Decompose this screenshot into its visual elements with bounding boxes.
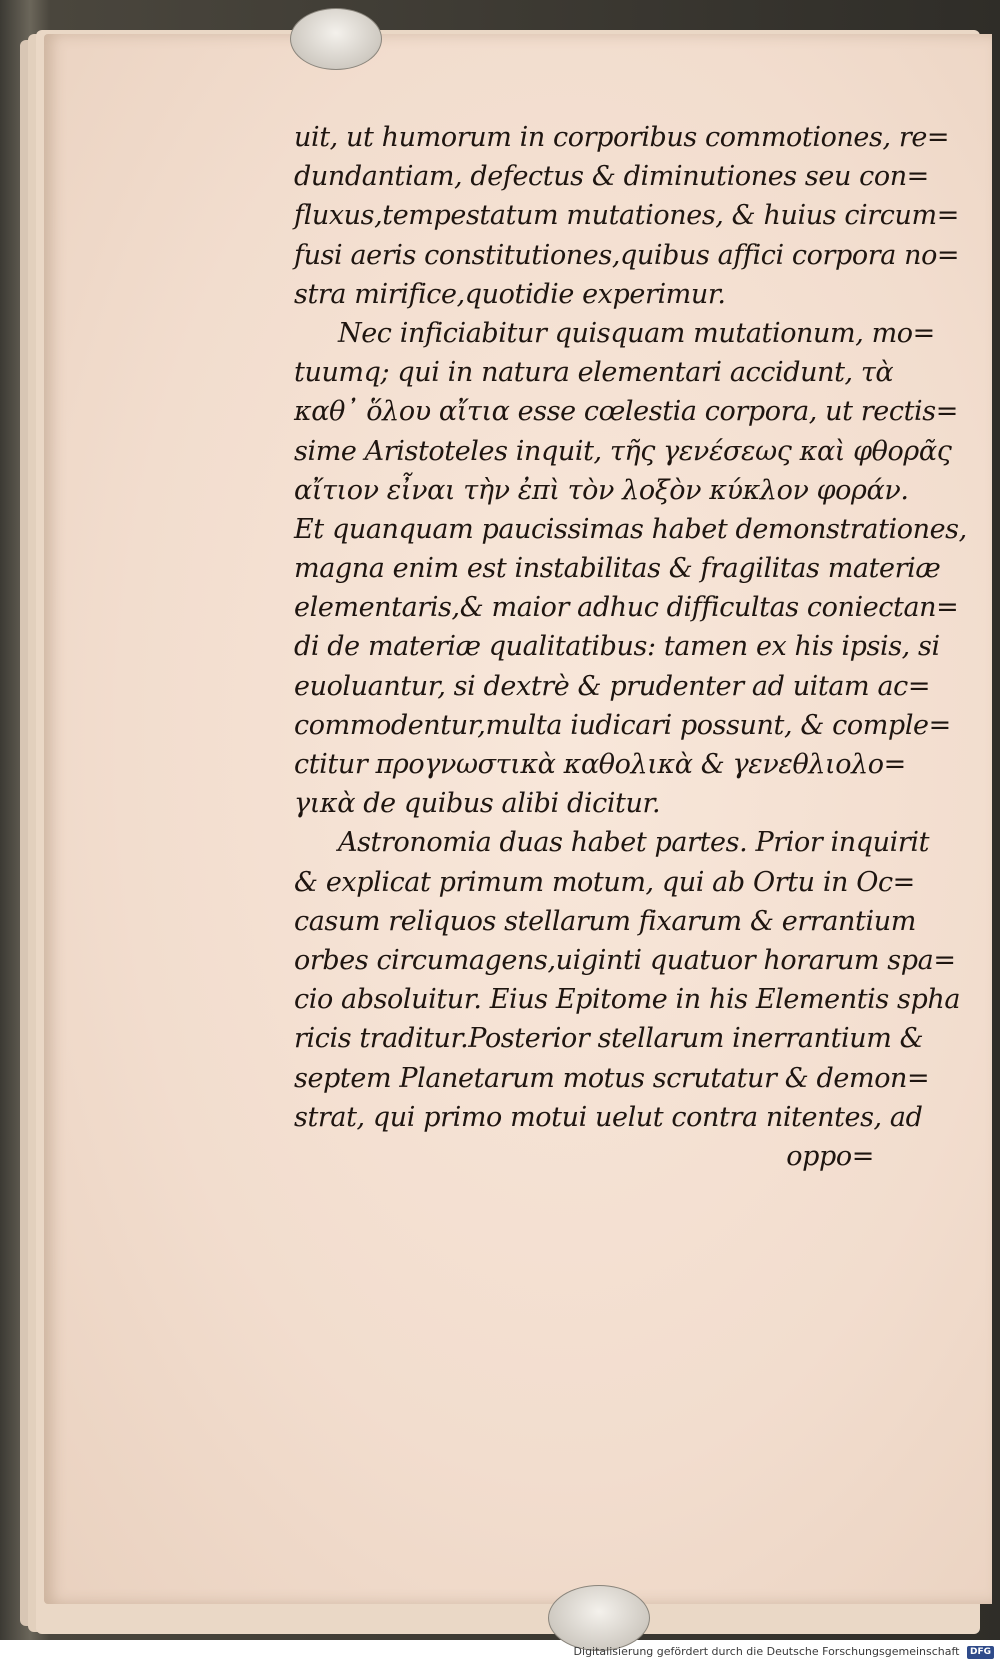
text-line-paragraph-start: Nec inficiabitur quisquam mutationum, mo= xyxy=(338,317,935,349)
text-line: orbes circumagens,uiginti quatuor horarum spa= xyxy=(294,944,956,976)
text-line: euoluantur, si dextrè & prudenter ad uitam ac= xyxy=(294,670,931,702)
page-text xyxy=(294,118,967,1176)
text-line: uit, ut humorum in corporibus commotiones, re= xyxy=(294,122,950,153)
digitization-footer xyxy=(0,1642,994,1662)
text-line: stra mirifice,quotidie experimur. xyxy=(294,278,726,310)
footer-credit: Digitalisierung gefördert durch die Deutsche Forschungsgemeinschaft xyxy=(573,1645,960,1658)
text-line: sime Aristoteles inquit, τῆς γενέσεως καὶ φθορᾶς xyxy=(294,435,952,467)
catchword: oppo= xyxy=(786,1140,874,1172)
text-line: elementaris,& maior adhuc difficultas coniectan= xyxy=(294,592,959,624)
text-line: ctitur προγνωστικὰ καθολικὰ & γενεθλιολο= xyxy=(294,749,906,780)
text-line: fluxus,tempestatum mutationes, & huius circum= xyxy=(294,200,959,232)
text-line: dundantiam, defectus & diminutiones seu con= xyxy=(294,161,929,193)
text-line: cio absoluitur. Eius Epitome in his Elementis spha xyxy=(294,984,961,1016)
text-line: casum reliquos stellarum fixarum & errantium xyxy=(294,905,916,937)
dfg-logo: DFG xyxy=(967,1646,994,1659)
text-line: magna enim est instabilitas & fragilitas materiæ xyxy=(294,553,941,585)
text-line: Et quanquam paucissimas habet demonstrationes, xyxy=(294,513,967,545)
text-line: καθ᾽ ὅλου αἴτια esse cœlestia corpora, ut rectis= xyxy=(294,396,958,428)
text-line: ricis traditur.Posterior stellarum inerrantium & xyxy=(294,1023,924,1055)
page-clip-top xyxy=(290,8,382,70)
text-line: strat, qui primo motui uelut contra nitentes, ad xyxy=(294,1101,923,1133)
text-line: fusi aeris constitutiones,quibus affici corpora no= xyxy=(294,239,960,271)
text-line: tuumq; qui in natura elementari accidunt, τὰ xyxy=(294,357,894,389)
text-line: di de materiæ qualitatibus: tamen ex his ipsis, si xyxy=(294,631,940,663)
text-line: commodentur,multa iudicari possunt, & comple= xyxy=(294,709,951,741)
text-line: αἴτιον εἶναι τὴν ἐπὶ τὸν λοξὸν κύκλον φοράν. xyxy=(294,474,909,506)
text-line: γικὰ de quibus alibi dicitur. xyxy=(294,788,661,820)
text-line: septem Planetarum motus scrutatur & demon= xyxy=(294,1062,930,1094)
text-line-paragraph-start: Astronomia duas habet partes. Prior inquirit xyxy=(338,827,930,859)
text-line: & explicat primum motum, qui ab Ortu in Oc= xyxy=(294,866,915,898)
